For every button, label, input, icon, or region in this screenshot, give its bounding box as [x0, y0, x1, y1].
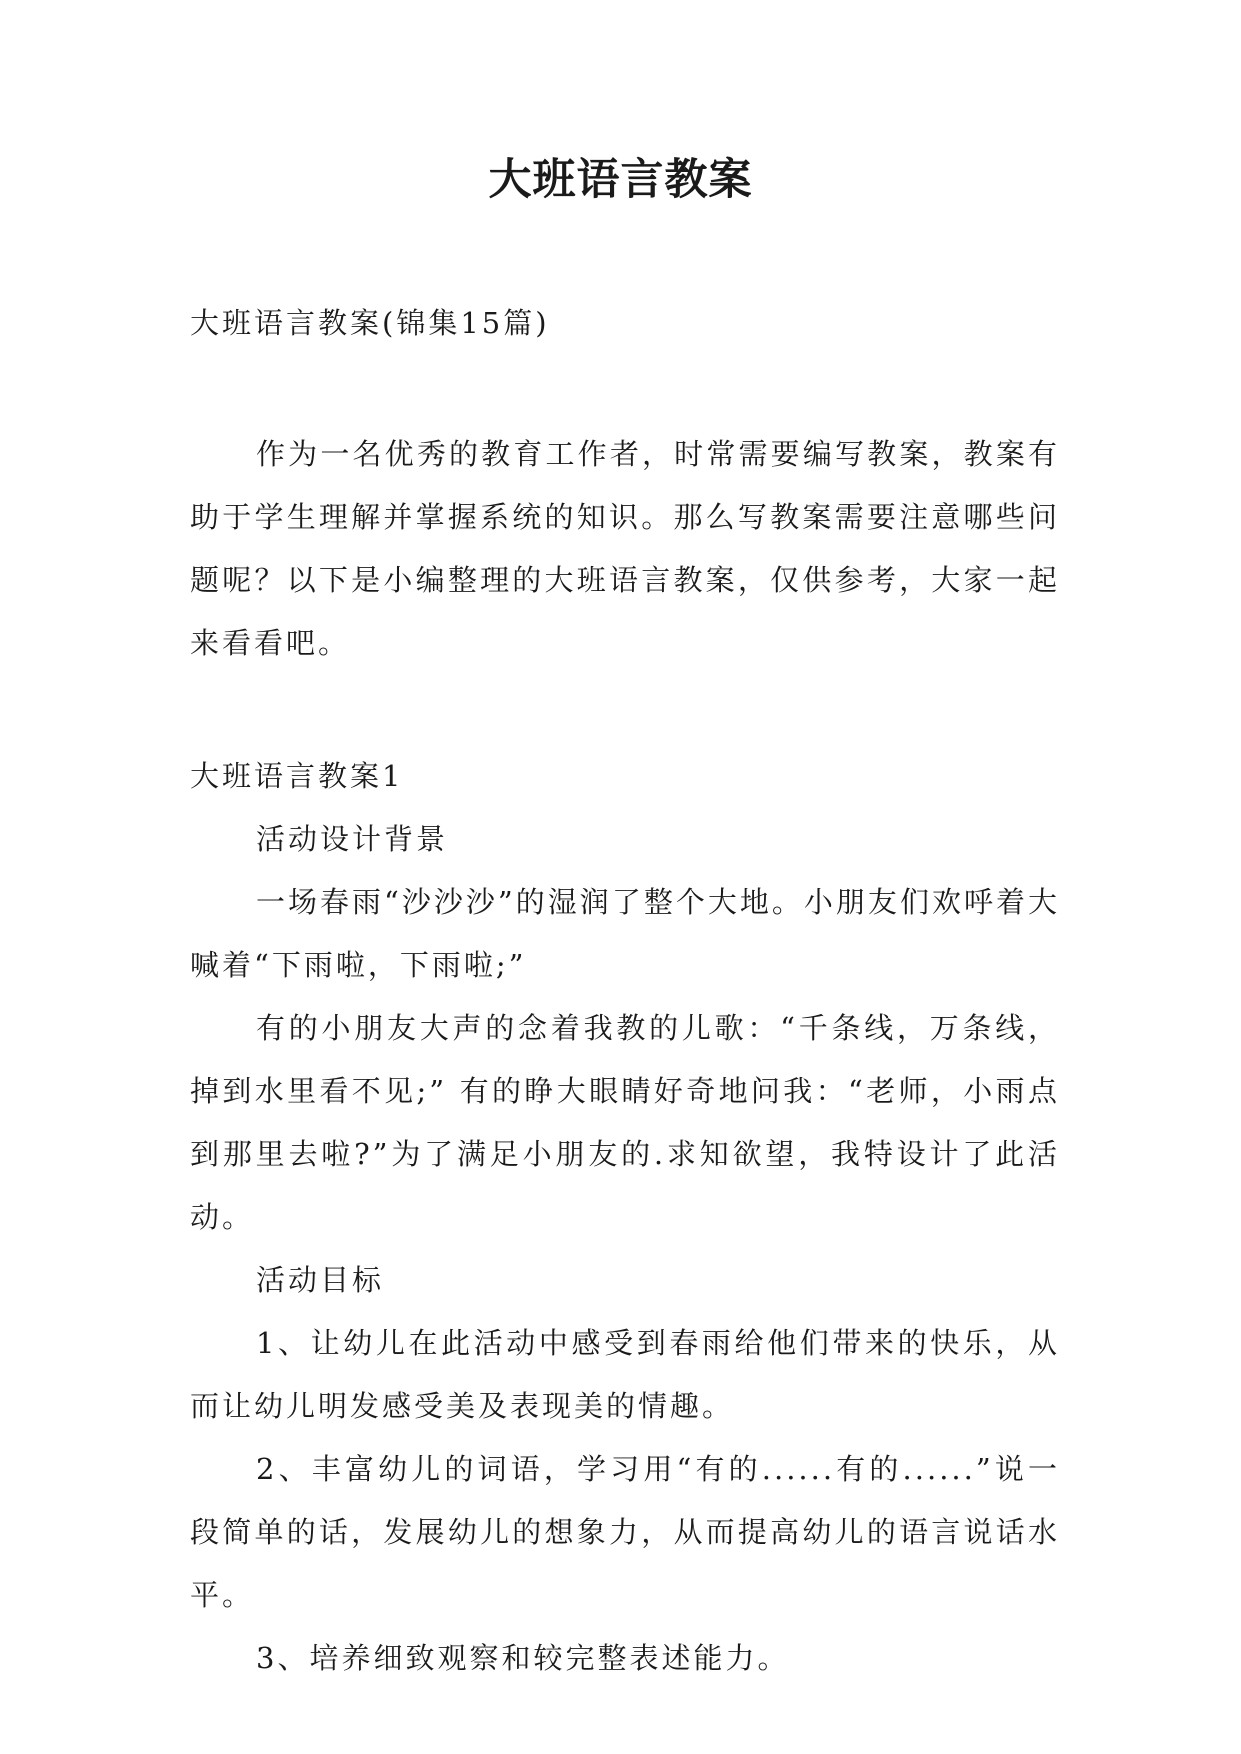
- background-paragraph-2: 有的小朋友大声的念着我教的儿歌：“千条线，万条线，掉到水里看不见;” 有的睁大眼睛好奇地问我：“老师，小雨点到那里去啦?”为了满足小朋友的.求知欲望，我特设计了此活动。: [190, 1011, 1060, 1234]
- goal-item-3: 3、培养细致观察和较完整表述能力。: [256, 1641, 790, 1675]
- goal-item-2: 2、丰富幼儿的词语，学习用“有的......有的......”说一段简单的话，发展幼儿的想象力，从而提高幼儿的语言说话水平。: [190, 1452, 1060, 1612]
- background-paragraph-1: 一场春雨“沙沙沙”的湿润了整个大地。小朋友们欢呼着大喊着“下雨啦，下雨啦;”: [190, 885, 1060, 982]
- background-heading: 活动设计背景: [256, 822, 449, 856]
- document-subtitle: 大班语言教案(锦集15篇): [190, 306, 550, 340]
- goals-heading: 活动目标: [256, 1263, 385, 1297]
- section-heading: 大班语言教案1: [190, 759, 404, 793]
- document-title: 大班语言教案: [488, 155, 753, 205]
- intro-paragraph: 作为一名优秀的教育工作者，时常需要编写教案，教案有助于学生理解并掌握系统的知识。那么写教案需要注意哪些问题呢？以下是小编整理的大班语言教案，仅供参考，大家一起来看看吧。: [190, 437, 1060, 660]
- document-body: [190, 292, 1060, 1690]
- goal-item-1: 1、让幼儿在此活动中感受到春雨给他们带来的快乐，从而让幼儿明发感受美及表现美的情趣。: [190, 1326, 1060, 1423]
